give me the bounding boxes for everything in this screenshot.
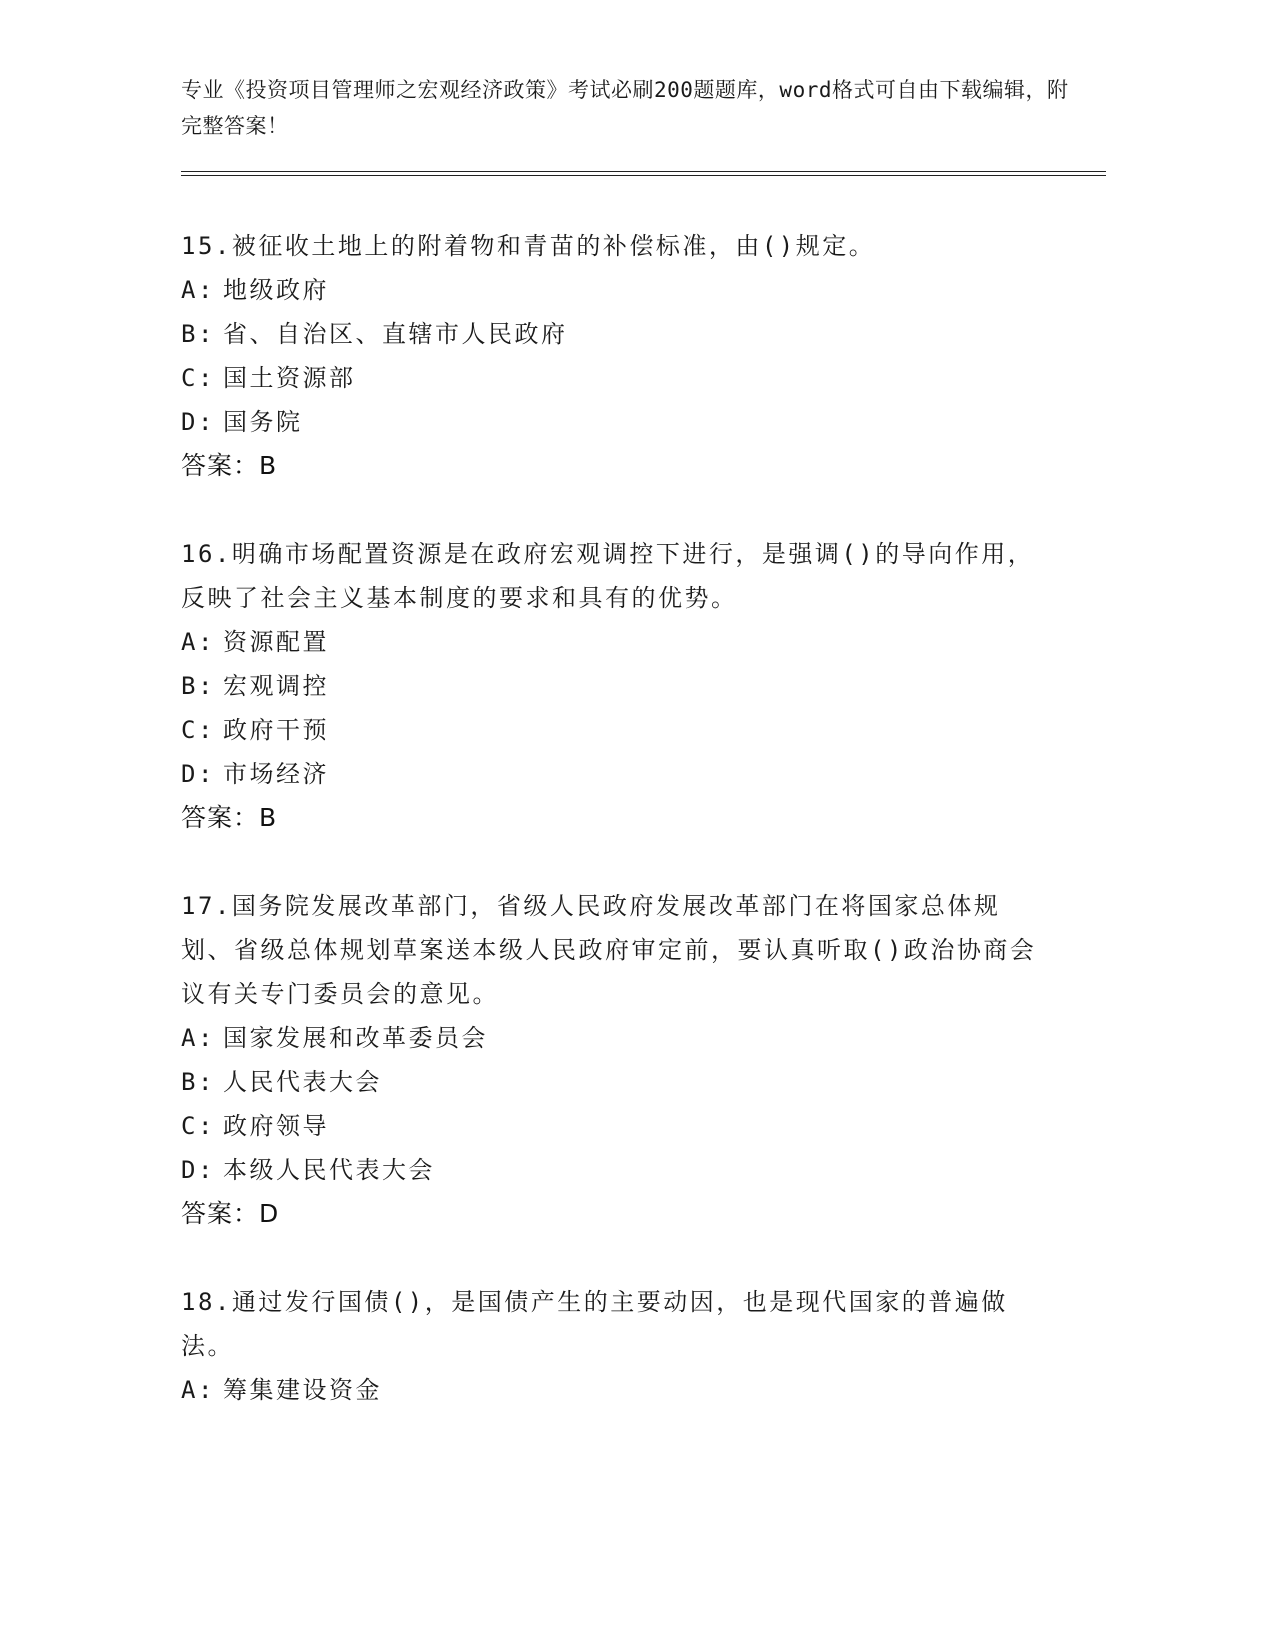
- option-letter: B:: [181, 320, 215, 348]
- option-a: [181, 268, 1041, 312]
- option-letter: C:: [181, 716, 215, 744]
- option-d: [181, 400, 1041, 444]
- answer-label: 答案：B: [181, 803, 278, 832]
- answer-label: 答案：B: [181, 451, 278, 480]
- question-15: [181, 224, 1041, 488]
- question-text: 15.被征收土地上的附着物和青苗的补偿标准，由()规定。: [181, 232, 876, 260]
- option-text: 国家发展和改革委员会: [223, 1024, 488, 1052]
- option-letter: B:: [181, 672, 215, 700]
- question-17: [181, 884, 1041, 1236]
- option-c: [181, 708, 1041, 752]
- option-text: 人民代表大会: [223, 1068, 382, 1096]
- option-letter: D:: [181, 408, 215, 436]
- question-16: [181, 532, 1041, 840]
- question-list: [181, 224, 1041, 1456]
- option-text: 政府领导: [223, 1112, 329, 1140]
- option-text: 本级人民代表大会: [223, 1156, 435, 1184]
- option-text: 政府干预: [223, 716, 329, 744]
- document-header: 专业《投资项目管理师之宏观经济政策》考试必刷200题题库，word格式可自由下载编辑，附完整答案！: [181, 78, 1069, 138]
- option-text: 国务院: [223, 408, 303, 436]
- answer-label: 答案：D: [181, 1199, 280, 1228]
- question-18: [181, 1280, 1041, 1412]
- option-text: 资源配置: [223, 628, 329, 656]
- option-letter: B:: [181, 1068, 215, 1096]
- option-c: [181, 356, 1041, 400]
- option-letter: A:: [181, 628, 215, 656]
- option-letter: D:: [181, 760, 215, 788]
- option-c: [181, 1104, 1041, 1148]
- option-letter: A:: [181, 276, 215, 304]
- option-b: [181, 1060, 1041, 1104]
- question-text: 18.通过发行国债()，是国债产生的主要动因，也是现代国家的普遍做法。: [181, 1288, 1008, 1360]
- option-b: [181, 312, 1041, 356]
- option-text: 市场经济: [223, 760, 329, 788]
- header-divider-top: [181, 171, 1106, 172]
- option-b: [181, 664, 1041, 708]
- option-text: 宏观调控: [223, 672, 329, 700]
- option-text: 地级政府: [223, 276, 329, 304]
- option-letter: A:: [181, 1376, 215, 1404]
- option-text: 筹集建设资金: [223, 1376, 382, 1404]
- option-a: [181, 620, 1041, 664]
- header-divider-bottom: [181, 175, 1106, 176]
- option-letter: C:: [181, 1112, 215, 1140]
- question-text: 17.国务院发展改革部门，省级人民政府发展改革部门在将国家总体规划、省级总体规划草案送本级人民政府审定前，要认真听取()政治协商会议有关专门委员会的意见。: [181, 892, 1037, 1008]
- option-a: [181, 1016, 1041, 1060]
- option-letter: A:: [181, 1024, 215, 1052]
- option-d: [181, 752, 1041, 796]
- option-text: 国土资源部: [223, 364, 356, 392]
- option-letter: D:: [181, 1156, 215, 1184]
- question-text: 16.明确市场配置资源是在政府宏观调控下进行，是强调()的导向作用，反映了社会主义基本制度的要求和具有的优势。: [181, 540, 1035, 612]
- option-letter: C:: [181, 364, 215, 392]
- option-text: 省、自治区、直辖市人民政府: [223, 320, 568, 348]
- option-a: [181, 1368, 1041, 1412]
- option-d: [181, 1148, 1041, 1192]
